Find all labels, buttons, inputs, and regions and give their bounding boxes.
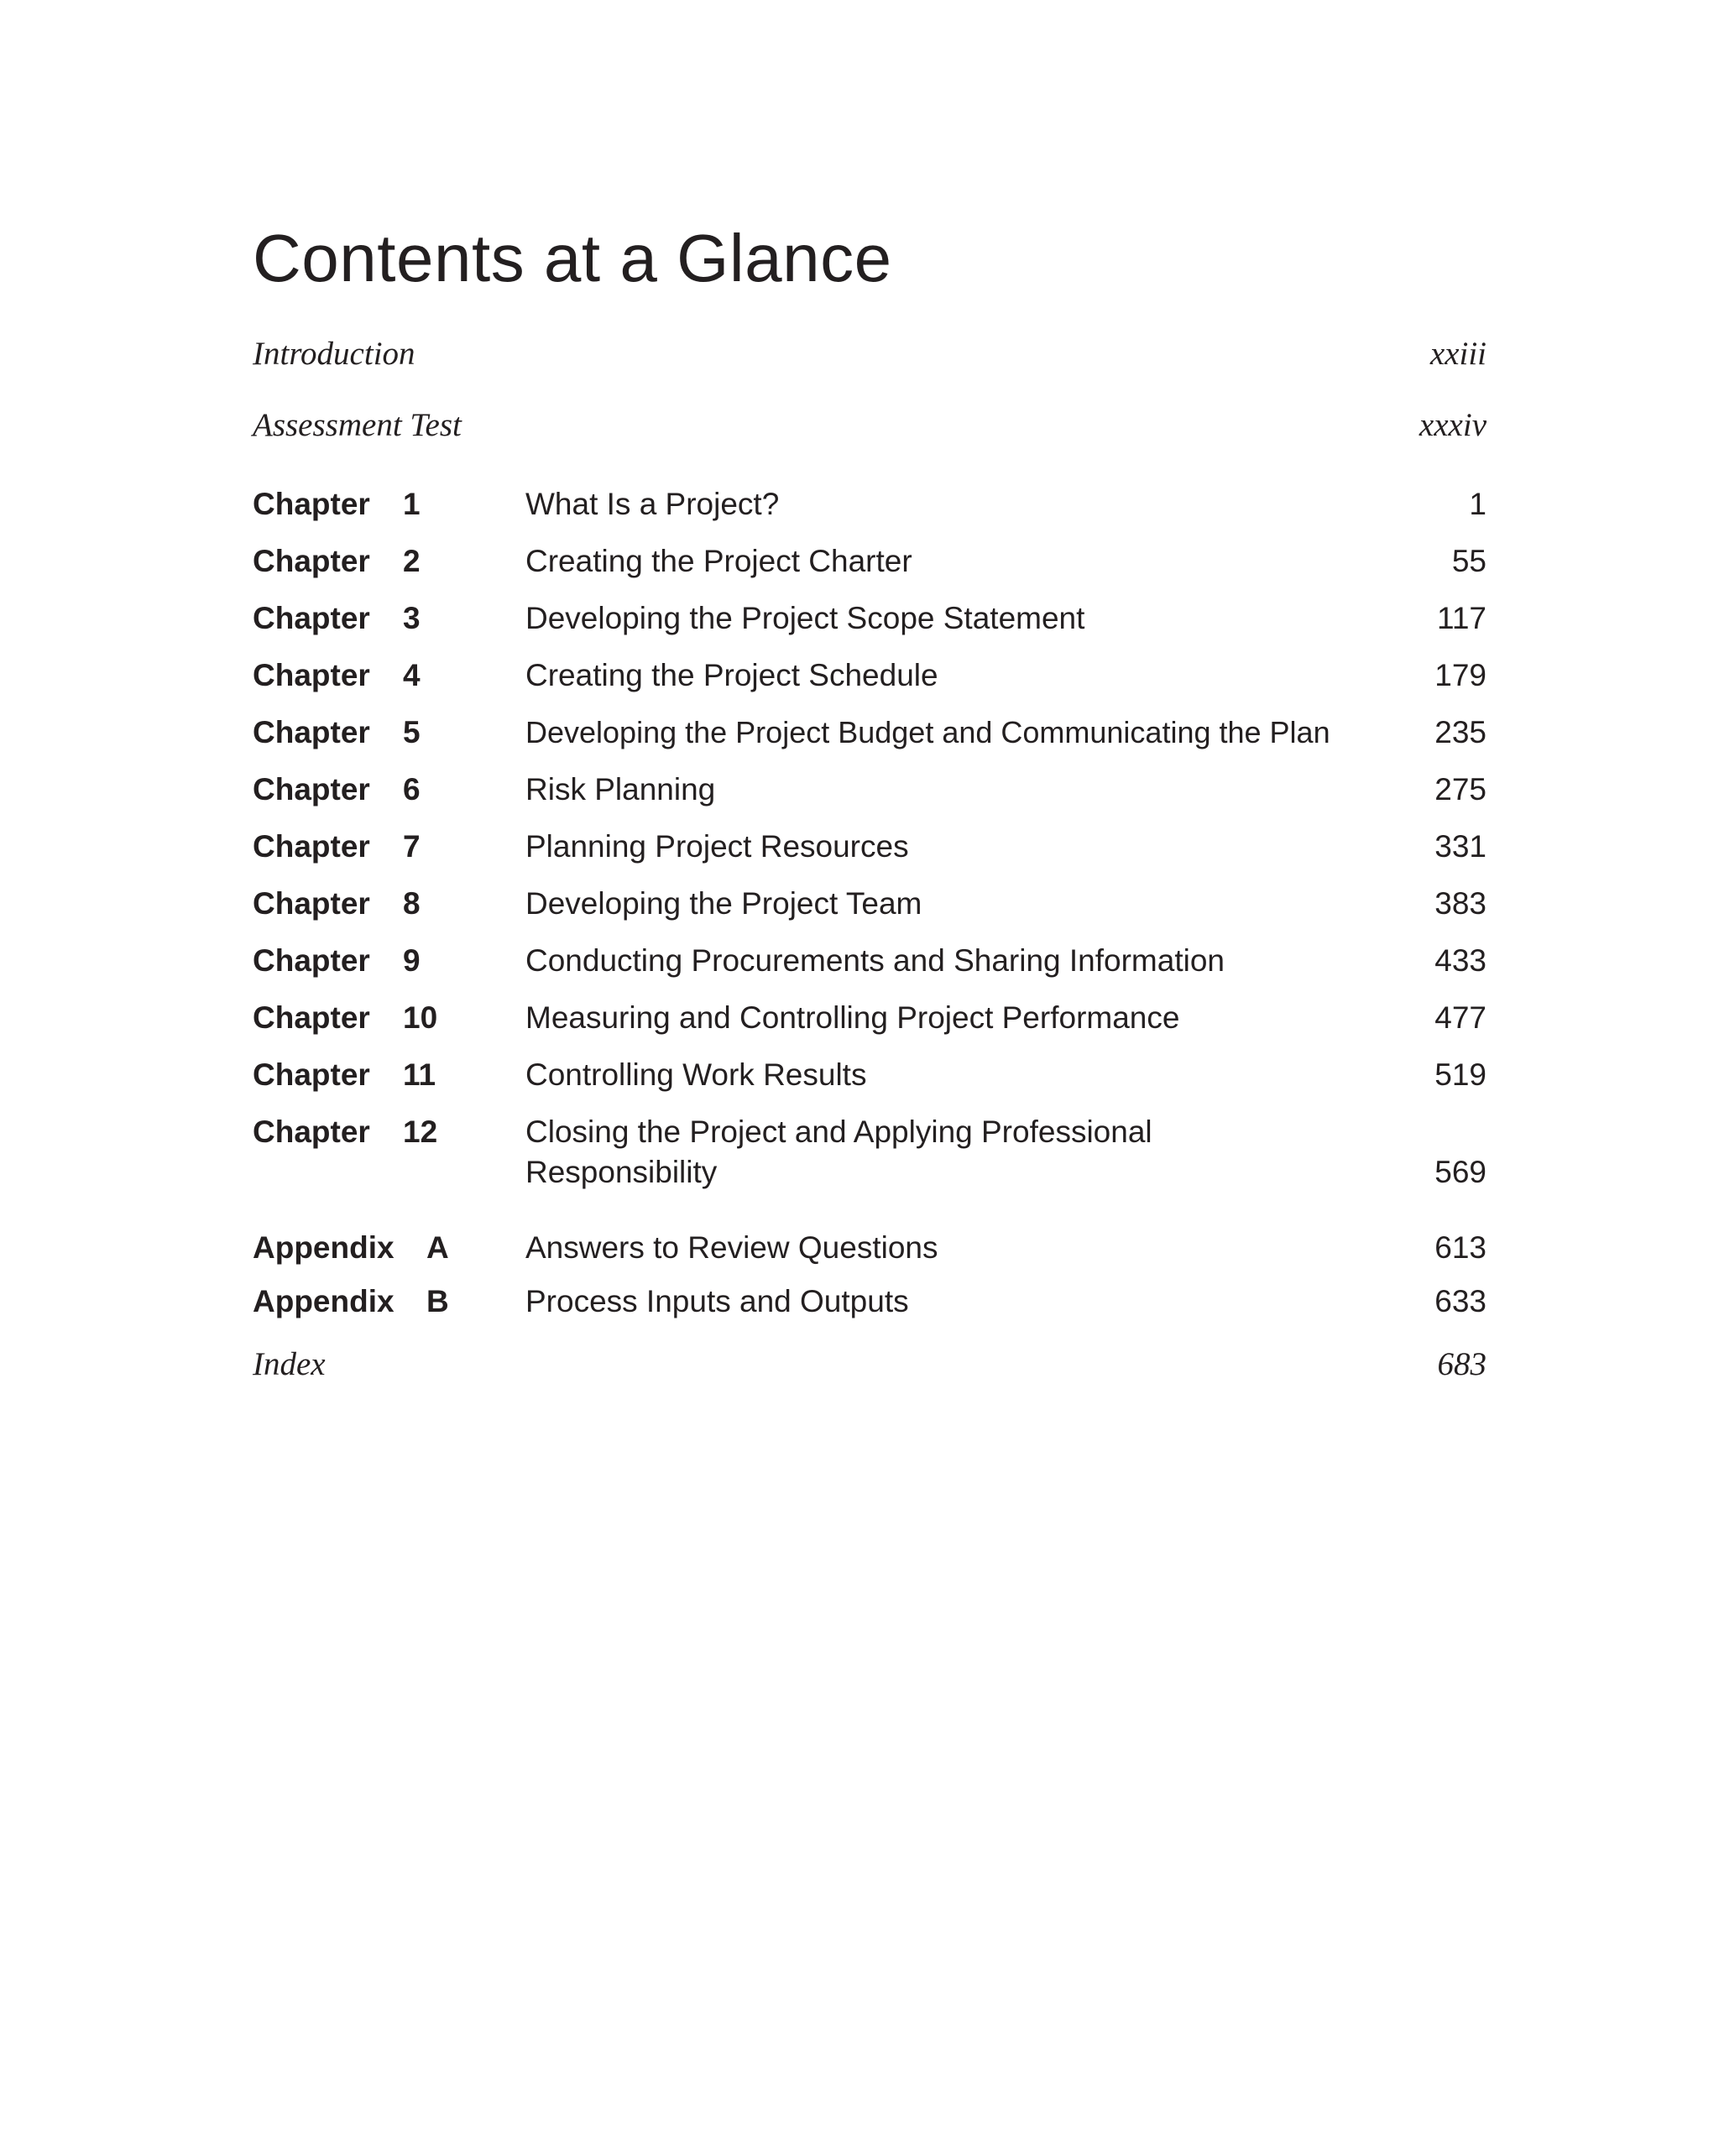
toc-entry-chapter-7[interactable]: [253, 822, 1486, 872]
appendix-title: Process Inputs and Outputs: [525, 1284, 909, 1318]
chapter-number: 6: [403, 772, 421, 807]
chapter-title: Risk Planning: [525, 772, 716, 807]
toc-entry-chapter-12[interactable]: [253, 1107, 1486, 1199]
chapter-title: Creating the Project Schedule: [525, 658, 938, 692]
toc-entry-chapter-6[interactable]: [253, 765, 1486, 815]
chapter-number: 5: [403, 715, 421, 749]
appendix-page: 633: [1434, 1284, 1486, 1318]
chapter-label: Chapter: [253, 829, 370, 864]
appendix-label: Appendix: [253, 1284, 394, 1318]
toc-entry-chapter-1[interactable]: [253, 479, 1486, 530]
toc-entry-chapter-4[interactable]: [253, 650, 1486, 701]
toc-entry-page: xxxiv: [1419, 407, 1486, 443]
toc-entry-chapter-10[interactable]: [253, 993, 1486, 1043]
chapter-number: 7: [403, 829, 421, 864]
chapter-number: 12: [403, 1115, 438, 1149]
appendix-title: Answers to Review Questions: [525, 1230, 938, 1265]
chapter-number: 3: [403, 601, 421, 635]
toc-entry-label: Index: [253, 1346, 326, 1382]
chapter-title: Creating the Project Charter: [525, 544, 912, 578]
chapter-page: 383: [1434, 886, 1486, 921]
chapter-number: 1: [403, 487, 421, 521]
chapter-page: 55: [1451, 544, 1486, 578]
toc-entry-appendix-a[interactable]: [253, 1223, 1486, 1273]
chapter-label: Chapter: [253, 1000, 370, 1035]
toc-entry-page: 683: [1437, 1346, 1486, 1382]
chapter-title: Controlling Work Results: [525, 1057, 867, 1092]
chapter-number: 2: [403, 544, 421, 578]
chapter-label: Chapter: [253, 487, 370, 521]
appendix-label: Appendix: [253, 1230, 394, 1265]
toc-entry-chapter-8[interactable]: [253, 879, 1486, 929]
chapter-title: What Is a Project?: [525, 487, 780, 521]
toc-entry-introduction[interactable]: [253, 329, 1486, 379]
chapter-page: 519: [1434, 1057, 1486, 1092]
chapter-label: Chapter: [253, 943, 370, 978]
chapter-title: Planning Project Resources: [525, 829, 909, 864]
toc-entry-label: Introduction: [253, 336, 415, 372]
chapter-label: Chapter: [253, 544, 370, 578]
chapter-title: Measuring and Controlling Project Performance: [525, 1000, 1180, 1035]
toc-entry-chapter-5[interactable]: [253, 707, 1486, 758]
toc-entry-chapter-2[interactable]: [253, 536, 1486, 587]
chapter-page: 179: [1434, 658, 1486, 692]
chapter-number: 10: [403, 1000, 438, 1035]
chapter-label: Chapter: [253, 1057, 370, 1092]
page-title: Contents at a Glance: [253, 221, 892, 295]
chapter-label: Chapter: [253, 886, 370, 921]
chapter-label: Chapter: [253, 601, 370, 635]
toc-entry-chapter-9[interactable]: [253, 936, 1486, 986]
chapter-title: Closing the Project and Applying Professional: [525, 1115, 1152, 1149]
chapter-page: 433: [1434, 943, 1486, 978]
chapter-number: 9: [403, 943, 421, 978]
chapter-number: 11: [403, 1057, 436, 1092]
chapter-page: 477: [1434, 1000, 1486, 1035]
chapter-title: Conducting Procurements and Sharing Information: [525, 943, 1225, 978]
chapter-number: 8: [403, 886, 421, 921]
chapter-label: Chapter: [253, 715, 370, 749]
toc-entry-page: xxiii: [1429, 336, 1486, 372]
appendix-letter: A: [426, 1230, 449, 1265]
chapter-number: 4: [403, 658, 421, 692]
toc-entry-label: Assessment Test: [253, 407, 462, 443]
chapter-page: 235: [1434, 715, 1486, 749]
chapter-page: 1: [1469, 487, 1486, 521]
toc-entry-chapter-11[interactable]: [253, 1050, 1486, 1100]
appendix-page: 613: [1434, 1230, 1486, 1265]
toc-entry-assessment-test[interactable]: [253, 400, 1486, 451]
chapter-label: Chapter: [253, 1115, 370, 1149]
chapter-title: Developing the Project Team: [525, 886, 922, 921]
chapter-page: 569: [1434, 1155, 1486, 1189]
chapter-label: Chapter: [253, 772, 370, 807]
chapter-page: 331: [1434, 829, 1486, 864]
appendix-letter: B: [426, 1284, 449, 1318]
chapter-label: Chapter: [253, 658, 370, 692]
chapter-title: Developing the Project Scope Statement: [525, 601, 1085, 635]
chapter-title: Developing the Project Budget and Communicating the Plan: [525, 715, 1330, 749]
toc-entry-chapter-3[interactable]: [253, 593, 1486, 644]
chapter-page: 117: [1437, 601, 1486, 635]
toc-entry-index[interactable]: [253, 1339, 1486, 1390]
toc-entry-appendix-b[interactable]: [253, 1276, 1486, 1327]
chapter-page: 275: [1434, 772, 1486, 807]
chapter-title-continued: Responsibility: [525, 1155, 718, 1189]
